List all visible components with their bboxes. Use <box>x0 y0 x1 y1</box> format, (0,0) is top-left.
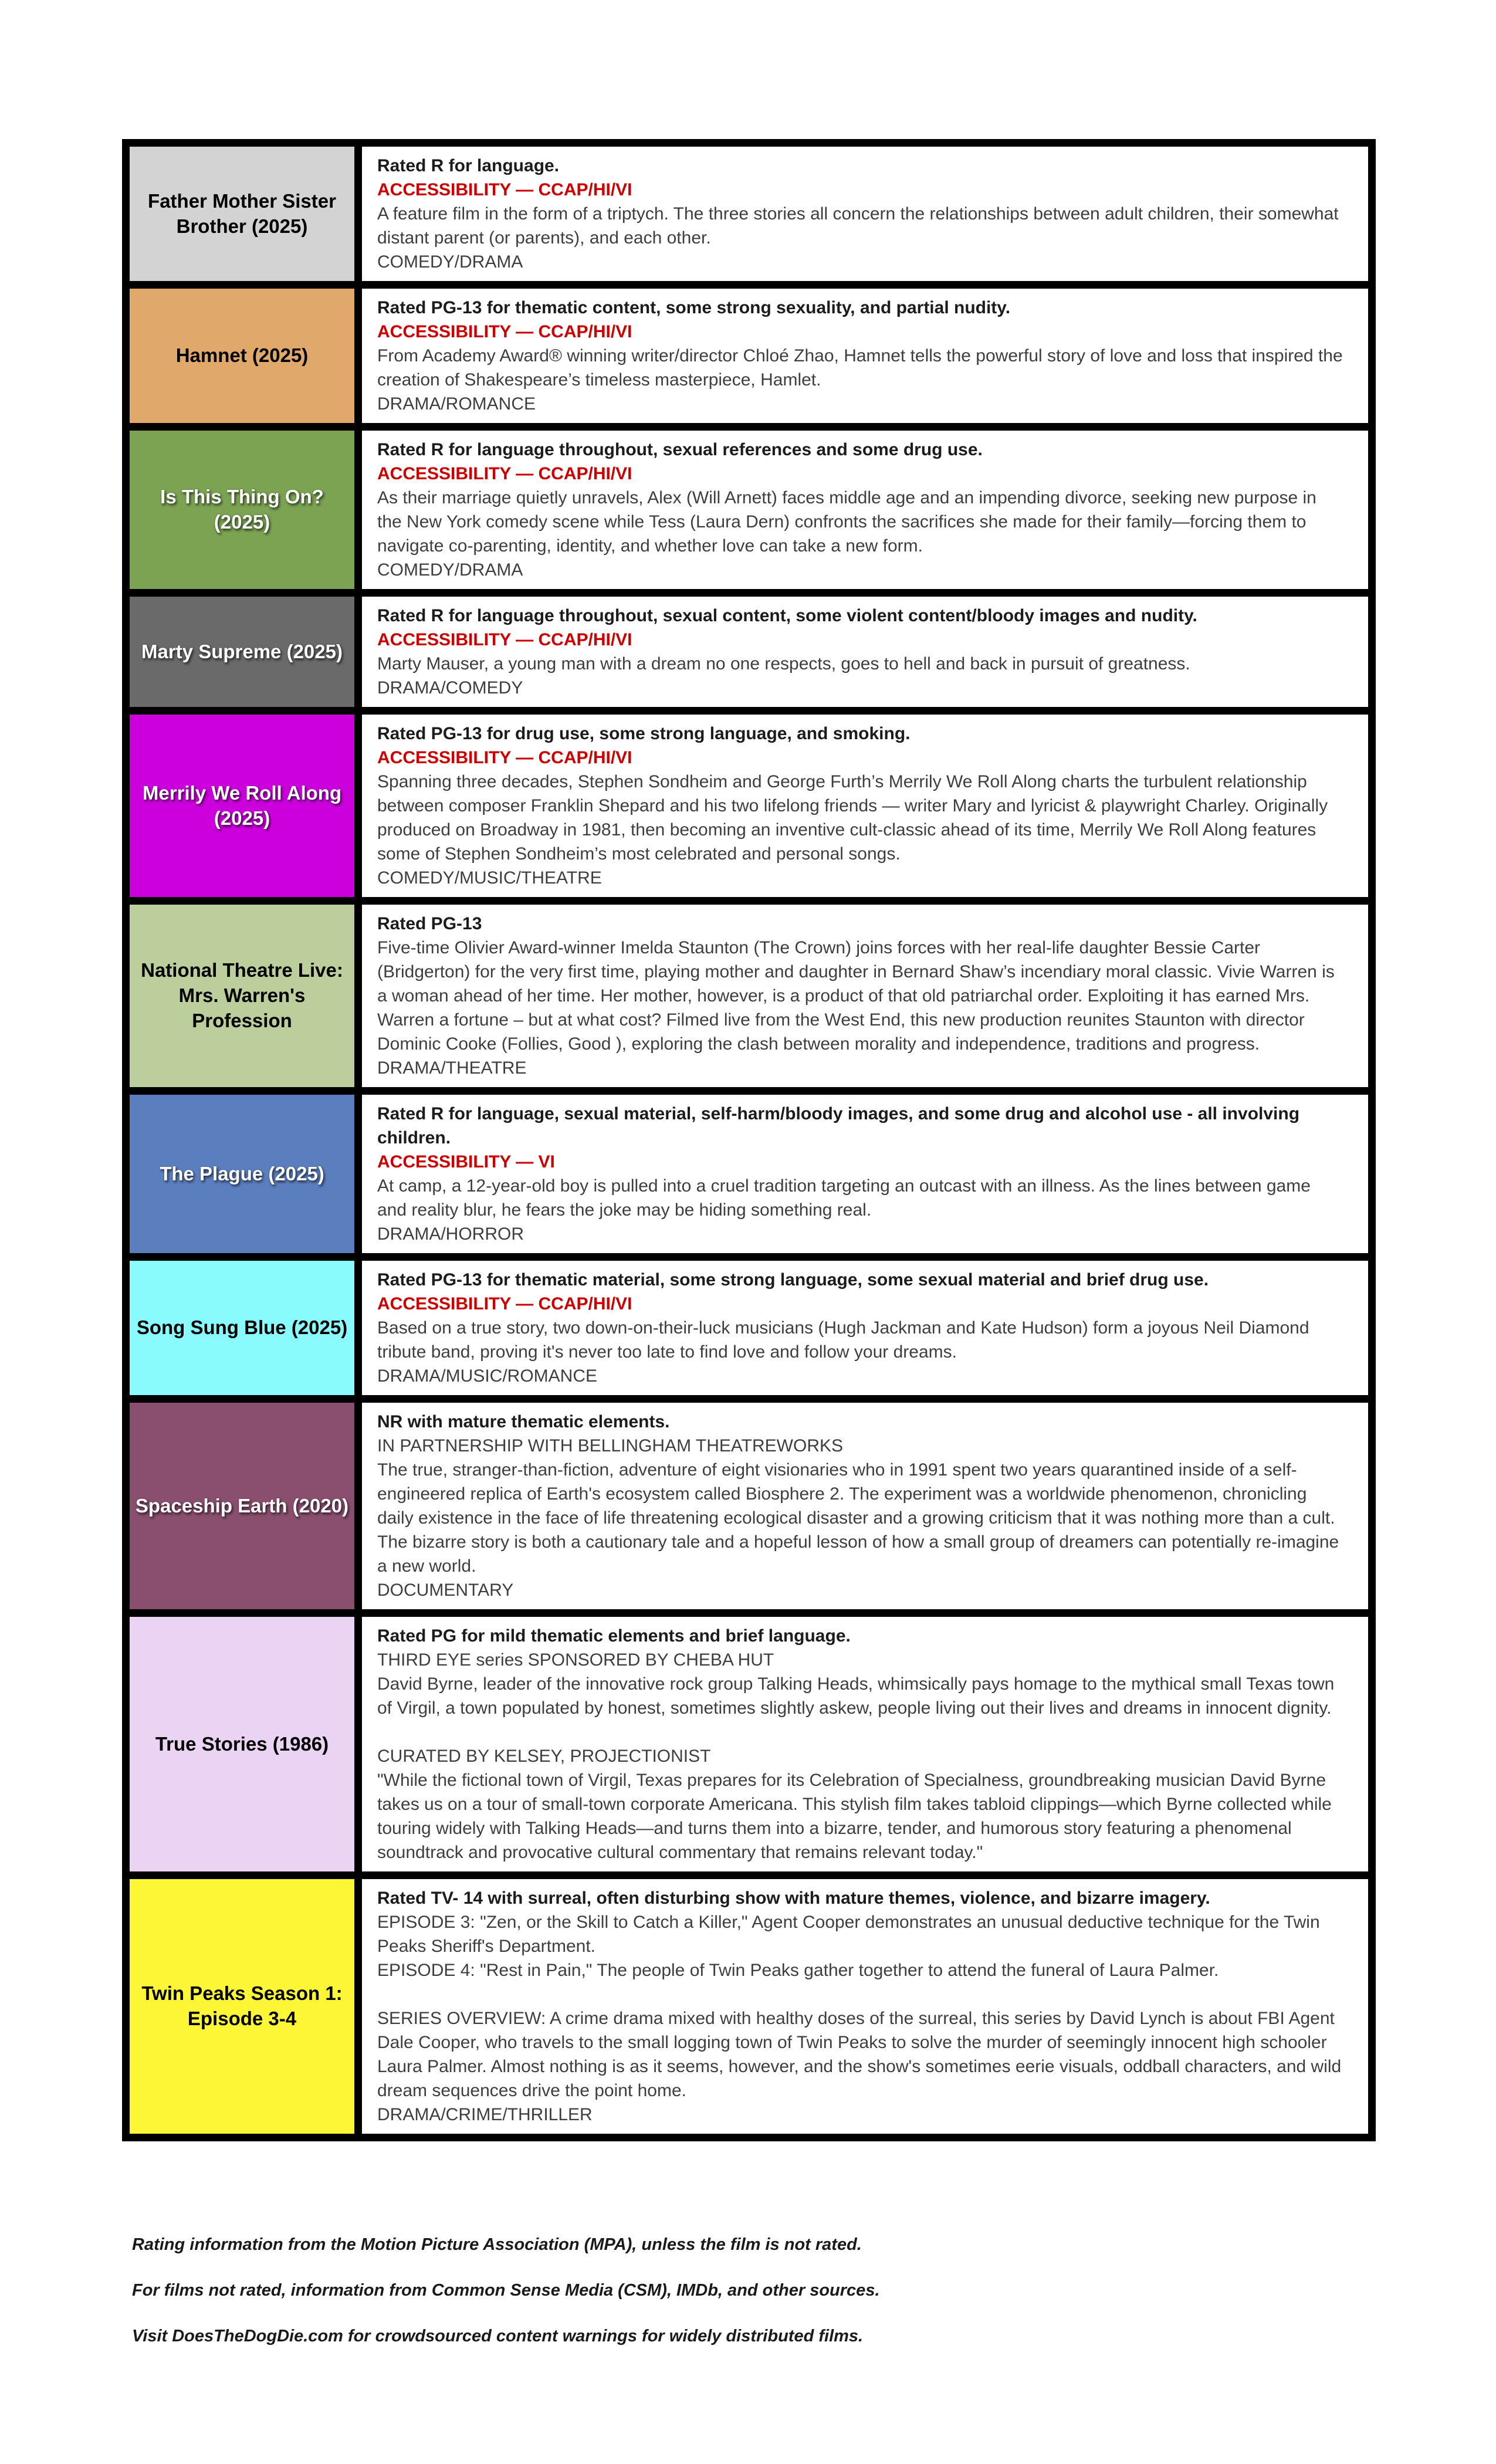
film-description-cell <box>362 1095 1368 1253</box>
table-row <box>130 897 1368 1087</box>
film-description-cell <box>362 431 1368 589</box>
description-line: David Byrne, leader of the innovative rock group Talking Heads, whimsically pays homage to the mythical small Texas town of Virgil, a town populated by honest, sometimes slightly askew, people living out their lives and dreams in innocent dignity. <box>377 1674 1339 1718</box>
rating-line: Rated PG for mild thematic elements and brief language. <box>377 1626 851 1646</box>
description-line: "While the fictional town of Virgil, Texas prepares for its Celebration of Specialness, groundbreaking musician David Byrne takes us on a tour of small-town corporate Americana. This stylish film takes tabloid clippings—which Byrne collected while touring widely with Talking Heads—and turns them into a bizarre, tender, and humorous story featuring a phenomenal soundtrack and provocative cultural commentary that remains relevant today." <box>377 1771 1337 1862</box>
table-row <box>130 281 1368 423</box>
table-row <box>130 1253 1368 1395</box>
film-description-cell <box>362 289 1368 423</box>
description-line: Spanning three decades, Stephen Sondheim and George Furth’s Merrily We Roll Along charts the turbulent relationship between composer Franklin Shepard and his two lifelong friends — writer Mary and lyricist & playwright Charley. Originally produced on Broadway in 1981, then becoming an inventive cult-classic ahead of its time, Merrily We Roll Along features some of Stephen Sondheim’s most celebrated and personal songs. <box>377 772 1333 864</box>
rating-line: Rated R for language. <box>377 156 560 175</box>
film-title-cell: Merrily We Roll Along (2025) <box>130 715 362 897</box>
rating-line: Rated PG-13 for drug use, some strong language, and smoking. <box>377 724 911 743</box>
description-line: DRAMA/COMEDY <box>377 678 523 698</box>
film-title-cell: National Theatre Live: Mrs. Warren's Profession <box>130 905 362 1087</box>
description-line: SERIES OVERVIEW: A crime drama mixed with healthy doses of the surreal, this series by David Lynch is about FBI Agent Dale Cooper, who travels to the small logging town of Twin Peaks to solve the murder of seemingly innocent high schooler Laura Palmer. Almost nothing is as it seems, however, and the show's sometimes eerie visuals, oddball characters, and wild dream sequences drive the point home. <box>377 2009 1346 2100</box>
description-line: From Academy Award® winning writer/director Chloé Zhao, Hamnet tells the powerful story of love and loss that inspired the creation of Shakespeare’s timeless masterpiece, Hamlet. <box>377 346 1348 390</box>
footer-note-mpa: Rating information from the Motion Picture Association (MPA), unless the film is not rated. <box>132 2235 862 2254</box>
rating-line: NR with mature thematic elements. <box>377 1412 670 1431</box>
description-line: Based on a true story, two down-on-their-luck musicians (Hugh Jackman and Kate Hudson) form a joyous Neil Diamond tribute band, proving it's never too late to find love and follow your dreams. <box>377 1318 1314 1362</box>
accessibility-line: ACCESSIBILITY — CCAP/HI/VI <box>377 1294 632 1314</box>
film-description-cell <box>362 1617 1368 1871</box>
description-line: COMEDY/DRAMA <box>377 560 523 580</box>
rating-line: Rated TV- 14 with surreal, often disturbing show with mature themes, violence, and bizarre imagery. <box>377 1888 1210 1908</box>
table-row <box>130 707 1368 897</box>
table-row <box>130 1395 1368 1609</box>
accessibility-line: ACCESSIBILITY — CCAP/HI/VI <box>377 464 632 483</box>
footer-note-dtdd: Visit DoesTheDogDie.com for crowdsourced content warnings for widely distributed films. <box>132 2327 864 2345</box>
description-line: A feature film in the form of a triptych. The three stories all concern the relationships between adult children, their somewhat distant parent (or parents), and each other. <box>377 204 1343 248</box>
film-description-cell <box>362 597 1368 707</box>
accessibility-line: ACCESSIBILITY — VI <box>377 1152 555 1172</box>
rating-line: Rated PG-13 for thematic content, some strong sexuality, and partial nudity. <box>377 298 1011 317</box>
film-description-cell <box>362 1261 1368 1395</box>
rating-line: Rated PG-13 for thematic material, some strong language, some sexual material and brief drug use. <box>377 1270 1209 1289</box>
table-row <box>130 1087 1368 1253</box>
blank-line <box>377 1982 1345 2006</box>
table-row <box>130 147 1368 281</box>
description-line: IN PARTNERSHIP WITH BELLINGHAM THEATREWORKS <box>377 1436 844 1456</box>
description-line: As their marriage quietly unravels, Alex (Will Arnett) faces middle age and an impending divorce, seeking new purpose in the New York comedy scene while Tess (Laura Dern) confronts the sacrifices she made for their family—forcing them to navigate co-parenting, identity, and whether love can take a new form. <box>377 488 1322 556</box>
description-line: DRAMA/ROMANCE <box>377 394 536 414</box>
description-line: DRAMA/CRIME/THRILLER <box>377 2105 593 2124</box>
film-description-cell <box>362 905 1368 1087</box>
table-row <box>130 1609 1368 1871</box>
accessibility-line: ACCESSIBILITY — CCAP/HI/VI <box>377 322 632 341</box>
film-description-cell <box>362 1879 1368 2134</box>
film-description-cell <box>362 715 1368 897</box>
blank-line <box>377 1720 1345 1744</box>
description-line: COMEDY/DRAMA <box>377 252 523 272</box>
description-line: The true, stranger-than-fiction, adventure of eight visionaries who in 1991 spent two years quarantined inside of a self-engineered replica of Earth's ecosystem called Biosphere 2. The experiment was a worldwide phenomenon, chronicling daily existence in the face of life threatening ecological disaster and a growing criticism that it was nothing more than a cult. The bizarre story is both a cautionary tale and a hopeful lesson of how a small group of dreamers can potentially re-imagine a new world. <box>377 1460 1344 1576</box>
accessibility-line: ACCESSIBILITY — CCAP/HI/VI <box>377 180 632 199</box>
description-line: At camp, a 12-year-old boy is pulled into a cruel tradition targeting an outcast with an illness. As the lines between game and reality blur, he fears the joke may be hiding something real. <box>377 1176 1316 1220</box>
table-row <box>130 1871 1368 2134</box>
description-line: Marty Mauser, a young man with a dream no one respects, goes to hell and back in pursuit of greatness. <box>377 654 1190 673</box>
film-title-cell: Marty Supreme (2025) <box>130 597 362 707</box>
description-line: THIRD EYE series SPONSORED BY CHEBA HUT <box>377 1650 774 1670</box>
film-title-cell: Father Mother Sister Brother (2025) <box>130 147 362 281</box>
footer-notes <box>132 2235 880 2372</box>
film-description-cell <box>362 147 1368 281</box>
accessibility-line: ACCESSIBILITY — CCAP/HI/VI <box>377 748 632 767</box>
description-line: COMEDY/MUSIC/THEATRE <box>377 868 602 888</box>
footer-note-csm: For films not rated, information from Common Sense Media (CSM), IMDb, and other sources. <box>132 2281 880 2300</box>
description-line: CURATED BY KELSEY, PROJECTIONIST <box>377 1747 711 1766</box>
rating-line: Rated R for language throughout, sexual references and some drug use. <box>377 440 983 459</box>
description-line: DRAMA/THEATRE <box>377 1058 527 1078</box>
film-title-cell: The Plague (2025) <box>130 1095 362 1253</box>
rating-line: Rated R for language, sexual material, self-harm/bloody images, and some drug and alcohol use - all involving children. <box>377 1104 1305 1148</box>
table-row <box>130 589 1368 707</box>
film-description-cell <box>362 1403 1368 1609</box>
description-line: EPISODE 3: "Zen, or the Skill to Catch a Killer," Agent Cooper demonstrates an unusual deductive technique for the Twin Peaks Sheriff's Department. <box>377 1913 1325 1956</box>
film-title-cell: Twin Peaks Season 1: Episode 3-4 <box>130 1879 362 2134</box>
film-title-cell: True Stories (1986) <box>130 1617 362 1871</box>
table-row <box>130 423 1368 589</box>
film-title-cell: Is This Thing On? (2025) <box>130 431 362 589</box>
description-line: EPISODE 4: "Rest in Pain," The people of Twin Peaks gather together to attend the funeral of Laura Palmer. <box>377 1961 1219 1980</box>
film-title-cell: Song Sung Blue (2025) <box>130 1261 362 1395</box>
accessibility-line: ACCESSIBILITY — CCAP/HI/VI <box>377 630 632 649</box>
description-line: DOCUMENTARY <box>377 1580 514 1600</box>
description-line: DRAMA/HORROR <box>377 1224 524 1244</box>
description-line: Five-time Olivier Award-winner Imelda Staunton (The Crown) joins forces with her real-life daughter Bessie Carter (Bridgerton) for the very first time, playing mother and daughter in Bernard Shaw’s incendiary moral classic. Vivie Warren is a woman ahead of her time. Her mother, however, is a product of that old patriarchal order. Exploiting it has earned Mrs. Warren a fortune – but at what cost? Filmed live from the West End, this new production reunites Staunton with director Dominic Cooke (Follies, Good ), exploring the clash between morality and independence, traditions and progress. <box>377 938 1340 1054</box>
film-ratings-table <box>122 139 1376 2141</box>
rating-line: Rated PG-13 <box>377 914 482 933</box>
film-title-cell: Spaceship Earth (2020) <box>130 1403 362 1609</box>
rating-line: Rated R for language throughout, sexual content, some violent content/bloody images and nudity. <box>377 606 1197 625</box>
description-line: DRAMA/MUSIC/ROMANCE <box>377 1366 598 1386</box>
film-title-cell: Hamnet (2025) <box>130 289 362 423</box>
